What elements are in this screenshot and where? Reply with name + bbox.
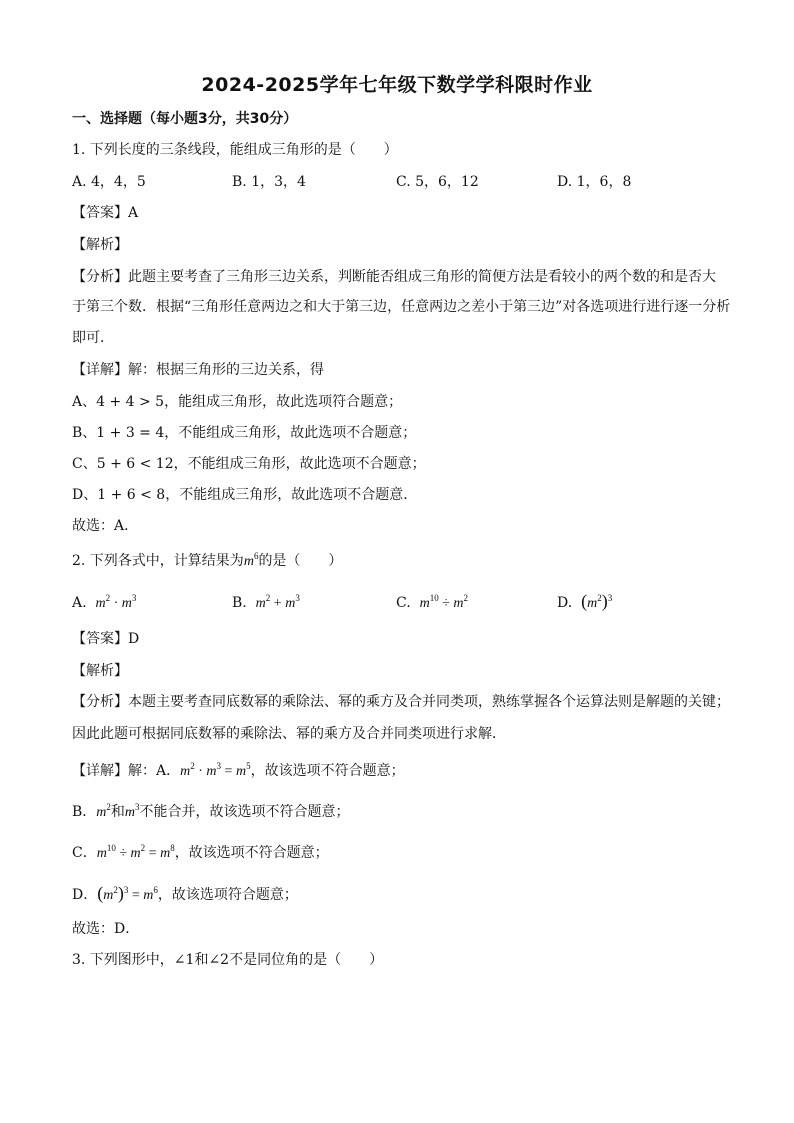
q2-option-c-label: C.	[396, 595, 411, 611]
q2-detail-d: D．$(m^2)^3 = m^6$，故该选项符合题意；	[72, 883, 298, 903]
q1-detail-b: B、1 + 3 = 4，不能组成三角形，故此选项不合题意；	[72, 425, 417, 441]
q1-analysis-label: 【解析】	[72, 237, 128, 253]
q2-stem	[72, 552, 342, 571]
q2-stem-pre: 2. 下列各式中，计算结果为	[72, 553, 244, 569]
q2-detail-b-mid: 和	[110, 804, 125, 820]
page-title: 2024-2025学年七年级下数学学科限时作业	[201, 74, 593, 96]
q2-option-b-label: B.	[232, 595, 247, 611]
q2-option-a: A. $m^2 \cdot m^3$	[72, 593, 137, 611]
q2-detail-d-pre: D．	[72, 887, 98, 903]
q2-conclusion: 故选：D．	[72, 921, 140, 937]
q2-analysis-line2: 因此此题可根据同底数幂的乘除法、幂的乘方及合并同类项进行求解．	[72, 726, 506, 742]
q2-detail-c: C．$m^{10} \div m^2 = m^8$，故该选项不符合题意；	[72, 843, 329, 861]
q2-detail-c-pre: C．	[72, 845, 97, 861]
section-heading: 一、选择题（每小题3分，共30分）	[72, 111, 298, 127]
q2-detail-b: B．$m^2$和$m^3$不能合并，故该选项不符合题意；	[72, 802, 350, 820]
q2-answer: 【答案】D	[72, 631, 140, 647]
q2-detail-b-post: 不能合并，故该选项不符合题意；	[139, 804, 350, 820]
q2-option-b: B. $m^2 + m^3$	[232, 593, 300, 611]
q1-option-d: D. 1，6，8	[557, 174, 632, 190]
q2-detail-a-post: ，故该选项不符合题意；	[250, 763, 405, 779]
q2-analysis-label: 【解析】	[72, 663, 128, 679]
q1-analysis-line2: 于第三个数．根据“三角形任意两边之和大于第三边，任意两边之差小于第三边”对各选项进行进行逐一分析	[72, 299, 731, 315]
q2-detail-a-pre: 【详解】解：A．	[72, 763, 181, 779]
q3-stem: 3. 下列图形中，∠1和∠2不是同位角的是（ ）	[72, 952, 384, 968]
q2-option-d: D. $(m^2)^3$	[557, 591, 613, 611]
q2-option-c: C. $m^{10} \div m^2$	[396, 593, 469, 611]
q1-detail-intro: 【详解】解：根据三角形的三边关系，得	[72, 362, 324, 378]
q1-option-b: B. 1，3，4	[232, 174, 306, 190]
q1-analysis-line1: 【分析】此题主要考查了三角形三边关系，判断能否组成三角形的简便方法是看较小的两个数的和是否大	[72, 269, 716, 285]
q1-option-c: C. 5，6，12	[396, 174, 479, 190]
q1-detail-d: D、1 + 6 < 8，不能组成三角形，故此选项不合题意．	[72, 487, 418, 503]
q1-answer: 【答案】A	[72, 205, 139, 221]
q1-detail-c: C、5 + 6 < 12，不能组成三角形，故此选项不合题意；	[72, 456, 426, 472]
q2-analysis-line1: 【分析】本题主要考查同底数幂的乘除法、幂的乘方及合并同类项，熟练掌握各个运算法则是解题的关键；	[72, 694, 730, 710]
q1-stem: 1. 下列长度的三条线段，能组成三角形的是（ ）	[72, 142, 398, 158]
q2-detail-a: 【详解】解：A．$m^2 \cdot m^3 = m^5$，故该选项不符合题意；	[72, 761, 405, 779]
q1-conclusion: 故选：A．	[72, 518, 139, 534]
q2-detail-c-post: ，故该选项不符合题意；	[174, 845, 329, 861]
q2-stem-post: 的是（ ）	[258, 553, 343, 569]
q1-analysis-line3: 即可．	[72, 330, 114, 346]
q1-option-a: A. 4，4，5	[72, 174, 146, 190]
q1-detail-a: A、4 + 4 > 5，能组成三角形，故此选项符合题意；	[72, 394, 403, 410]
q2-stem-math: $m^6$	[243, 551, 259, 569]
q2-option-d-label: D.	[557, 595, 573, 611]
q2-detail-d-post: ，故该选项符合题意；	[157, 887, 298, 903]
q2-option-a-label: A.	[72, 595, 87, 611]
q2-detail-b-pre: B．	[72, 804, 97, 820]
